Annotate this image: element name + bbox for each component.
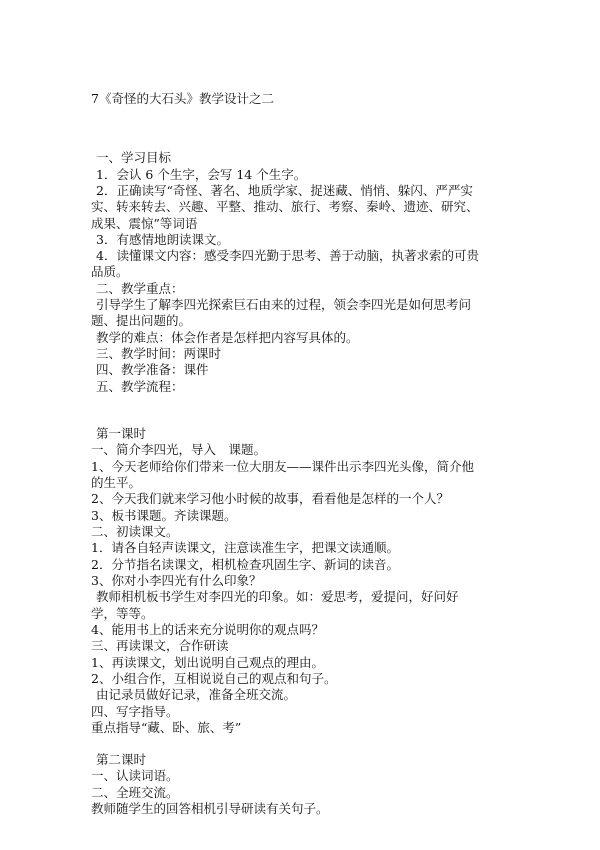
text-line: 2、今天我们就来学习他小时候的故事，看看他是怎样的一个人？ — [91, 491, 449, 506]
text-line: 四、教学准备：课件 — [96, 362, 209, 377]
text-line: 教师相机板书学生对李四光的印象。如：爱思考，爱提问，好问好 — [96, 589, 459, 604]
text-line: 引导学生了解李四光探索巨石由来的过程，领会李四光是如何思考问 — [96, 297, 472, 312]
text-line: 三、教学时间：两课时 — [96, 346, 222, 361]
text-line: 3．有感情地朗读课文。 — [96, 232, 229, 247]
text-line: 四、写字指导。 — [91, 704, 179, 719]
text-line: 1．会认 6 个生字，会写 14 个生字。 — [96, 167, 307, 182]
text-line: 重点指导“藏、卧、旅、考” — [91, 720, 242, 735]
text-line: 三、再读课文，合作研读 — [91, 638, 229, 653]
text-line: 教师随学生的回答相机引导研读有关句子。 — [91, 801, 329, 816]
text-line: 1、今天老师给你们带来一位大朋友——课件出示李四光头像，简介他 — [91, 459, 474, 474]
text-line: 4．读懂课文内容：感受李四光勤于思考、善于动脑，执著求索的可贵 — [96, 248, 479, 263]
text-line: 二、初读课文。 — [91, 524, 179, 539]
text-line: 2．分节指名读课文，相机检查巩固生字、新词的读音。 — [91, 557, 399, 572]
text-line: 五、教学流程： — [96, 379, 184, 394]
text-line: 3、板书课题。齐读课题。 — [91, 508, 237, 523]
text-line: 题、提出问题的。 — [91, 313, 192, 328]
text-line: 教学的难点：体会作者是怎样把内容写具体的。 — [96, 330, 359, 345]
text-line: 1．请各自轻声读课文，注意读准生字，把课文读通顺。 — [91, 540, 399, 555]
text-line: 二、全班交流。 — [91, 785, 179, 800]
text-line: 二、教学重点： — [96, 281, 184, 296]
text-line: 成果、震惊”等词语 — [91, 216, 198, 231]
text-line: 第一课时 — [96, 426, 147, 441]
text-line: 1、再读课文，划出说明自己观点的理由。 — [91, 655, 324, 670]
text-line: 由记录员做好记录，准备全班交流。 — [96, 687, 297, 702]
text-line: 学，等等。 — [91, 606, 154, 621]
text-line: 3、你对小李四光有什么印象？ — [91, 573, 262, 588]
text-line: 的生平。 — [91, 475, 142, 490]
text-line: 2、小组合作，互相说说自己的观点和句子。 — [91, 671, 337, 686]
text-line: 一、简介李四光，导入 课题。 — [91, 442, 267, 457]
text-line: 一、学习目标 — [96, 150, 172, 165]
text-line: 第二课时 — [96, 752, 147, 767]
text-line: 实、转来转去、兴趣、平整、推动、旅行、考察、秦岭、遗迹、研究、 — [91, 199, 479, 214]
document-title: 7《奇怪的大石头》教学设计之二 — [91, 91, 274, 106]
text-line: 品质。 — [91, 264, 129, 279]
text-line: 4、能用书上的话来充分说明你的观点吗？ — [91, 622, 324, 637]
text-line: 2．正确读写“奇怪、著名、地质学家、捉迷藏、悄悄、躲闪、严严实 — [96, 183, 473, 198]
text-line: 一、认读词语。 — [91, 768, 179, 783]
